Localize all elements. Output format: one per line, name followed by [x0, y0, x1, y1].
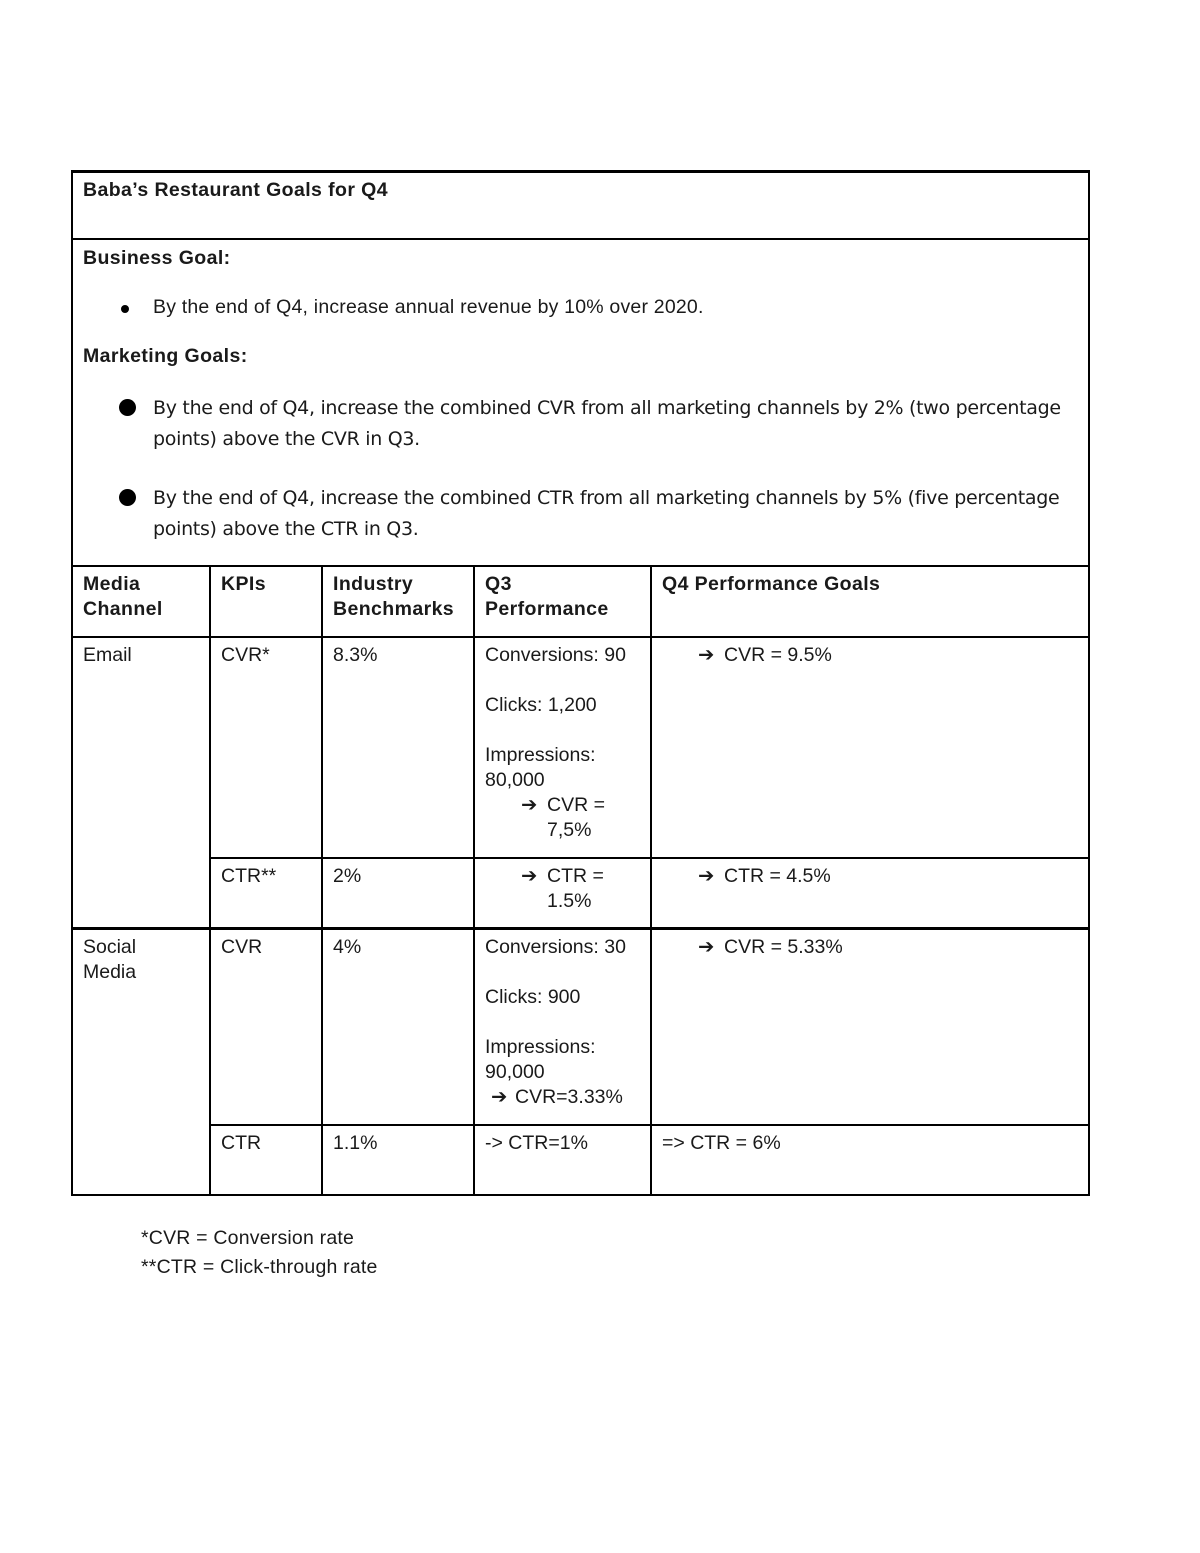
- q4-goal-cell: [651, 637, 1089, 858]
- q3-performance-cell: [474, 928, 651, 1125]
- q3-performance-cell: [474, 637, 651, 858]
- q3-impressions-label: Impressions:: [485, 744, 596, 766]
- marketing-goal-cvr-text: By the end of Q4, increase the combined CVR from all marketing channels by 2% (two percentage points) above the CVR in Q3.: [153, 397, 1061, 450]
- benchmark-cell: [322, 1125, 474, 1195]
- q3-clicks: Clicks: 900: [485, 985, 581, 1008]
- q3-conversions: Conversions: 30: [485, 935, 626, 958]
- footnote-cvr: *CVR = Conversion rate: [141, 1227, 355, 1249]
- channel-social-media: [72, 928, 210, 1195]
- kpi-label: CVR: [221, 935, 263, 958]
- channel-label: Email: [83, 644, 132, 666]
- header-text: Industry: [333, 573, 414, 595]
- q4-goal-text: CVR = 5.33%: [724, 935, 843, 958]
- kpi-cell: [210, 928, 322, 1125]
- kpi-label: CTR: [221, 1132, 262, 1154]
- goals-table: [71, 170, 1090, 1196]
- q3-result-text: CVR =: [547, 794, 605, 816]
- header-text: KPIs: [221, 573, 266, 595]
- goals-cell: [72, 239, 1089, 566]
- arrow-right-icon: ➔: [491, 1085, 508, 1108]
- marketing-goals-heading: Marketing Goals:: [83, 345, 248, 367]
- page-title: Baba’s Restaurant Goals for Q4: [83, 179, 388, 201]
- q3-result-text: CTR =: [547, 865, 604, 887]
- table-row: [72, 637, 1089, 858]
- arrow-right-icon: ➔: [698, 935, 715, 958]
- q3-result: [485, 793, 640, 843]
- table-row: [72, 928, 1089, 1125]
- header-q3-performance: [474, 566, 651, 637]
- table-row: [72, 1125, 1089, 1195]
- q4-goal-text: CTR = 4.5%: [724, 865, 831, 887]
- business-goal-heading: Business Goal:: [83, 247, 231, 269]
- q4-goal: [662, 935, 1078, 960]
- q3-result-value: 7,5%: [547, 819, 592, 841]
- header-media-channel: [72, 566, 210, 637]
- table-row: [72, 858, 1089, 928]
- q4-goal: [662, 643, 1078, 668]
- bullet-icon: [119, 489, 136, 506]
- footnote-ctr: **CTR = Click-through rate: [141, 1256, 378, 1278]
- header-text: Channel: [83, 598, 163, 620]
- bullet-icon: [121, 305, 129, 313]
- channel-label: Media: [83, 960, 137, 983]
- q3-conversions: Conversions: 90: [485, 644, 626, 666]
- q4-goal-text: CVR = 9.5%: [724, 644, 832, 666]
- q3-result: [485, 864, 640, 914]
- title-cell: [72, 172, 1089, 240]
- benchmark-value: 2%: [333, 865, 362, 887]
- business-goal-text: By the end of Q4, increase annual revenue by 10% over 2020.: [153, 296, 704, 318]
- q3-performance-cell: [474, 1125, 651, 1195]
- q3-impressions-value: 90,000: [485, 1060, 545, 1083]
- bullet-icon: [119, 399, 136, 416]
- q3-clicks: Clicks: 1,200: [485, 694, 597, 716]
- channel-email: [72, 637, 210, 928]
- benchmark-cell: [322, 637, 474, 858]
- benchmark-value: 1.1%: [333, 1132, 378, 1154]
- header-q4-goals: [651, 566, 1089, 637]
- kpi-label: CTR**: [221, 865, 277, 887]
- q3-result-text: CVR=3.33%: [515, 1085, 623, 1108]
- marketing-goal-ctr-text: By the end of Q4, increase the combined CTR from all marketing channels by 5% (five percentage points) above the CTR in Q3.: [153, 487, 1060, 540]
- header-text: Performance: [485, 598, 609, 620]
- footnotes: [141, 1224, 378, 1282]
- header-text: Q3: [485, 573, 512, 595]
- q4-goal-cell: [651, 928, 1089, 1125]
- list-item: [83, 483, 1078, 545]
- header-text: Q4 Performance Goals: [662, 573, 881, 595]
- arrow-right-icon: ➔: [521, 865, 538, 887]
- q4-goal-text: => CTR = 6%: [662, 1132, 781, 1154]
- q3-impressions-label: Impressions:: [485, 1035, 596, 1058]
- q4-goal: [662, 864, 1078, 889]
- benchmark-cell: [322, 858, 474, 928]
- list-item: [83, 295, 1078, 320]
- header-kpis: [210, 566, 322, 637]
- q4-goal-cell: [651, 1125, 1089, 1195]
- channel-label: Social: [83, 935, 137, 958]
- benchmark-cell: [322, 928, 474, 1125]
- table-header-row: [72, 566, 1089, 637]
- benchmark-value: 8.3%: [333, 644, 378, 666]
- q3-result-text: -> CTR=1%: [485, 1132, 588, 1154]
- q3-performance-cell: [474, 858, 651, 928]
- list-item: [83, 393, 1078, 455]
- arrow-right-icon: ➔: [698, 865, 715, 887]
- header-benchmarks: [322, 566, 474, 637]
- q3-result-value: 1.5%: [547, 890, 592, 912]
- header-text: Benchmarks: [333, 598, 455, 620]
- kpi-cell: [210, 637, 322, 858]
- benchmark-value: 4%: [333, 935, 362, 958]
- kpi-cell: [210, 1125, 322, 1195]
- marketing-goals-list: [83, 393, 1078, 545]
- q3-impressions-value: 80,000: [485, 769, 545, 791]
- arrow-right-icon: ➔: [521, 794, 538, 816]
- business-goal-list: [83, 295, 1078, 320]
- header-text: Media: [83, 573, 141, 595]
- kpi-cell: [210, 858, 322, 928]
- arrow-right-icon: ➔: [698, 644, 715, 666]
- kpi-label: CVR*: [221, 644, 270, 666]
- q3-result: [485, 1085, 640, 1110]
- q4-goal-cell: [651, 858, 1089, 928]
